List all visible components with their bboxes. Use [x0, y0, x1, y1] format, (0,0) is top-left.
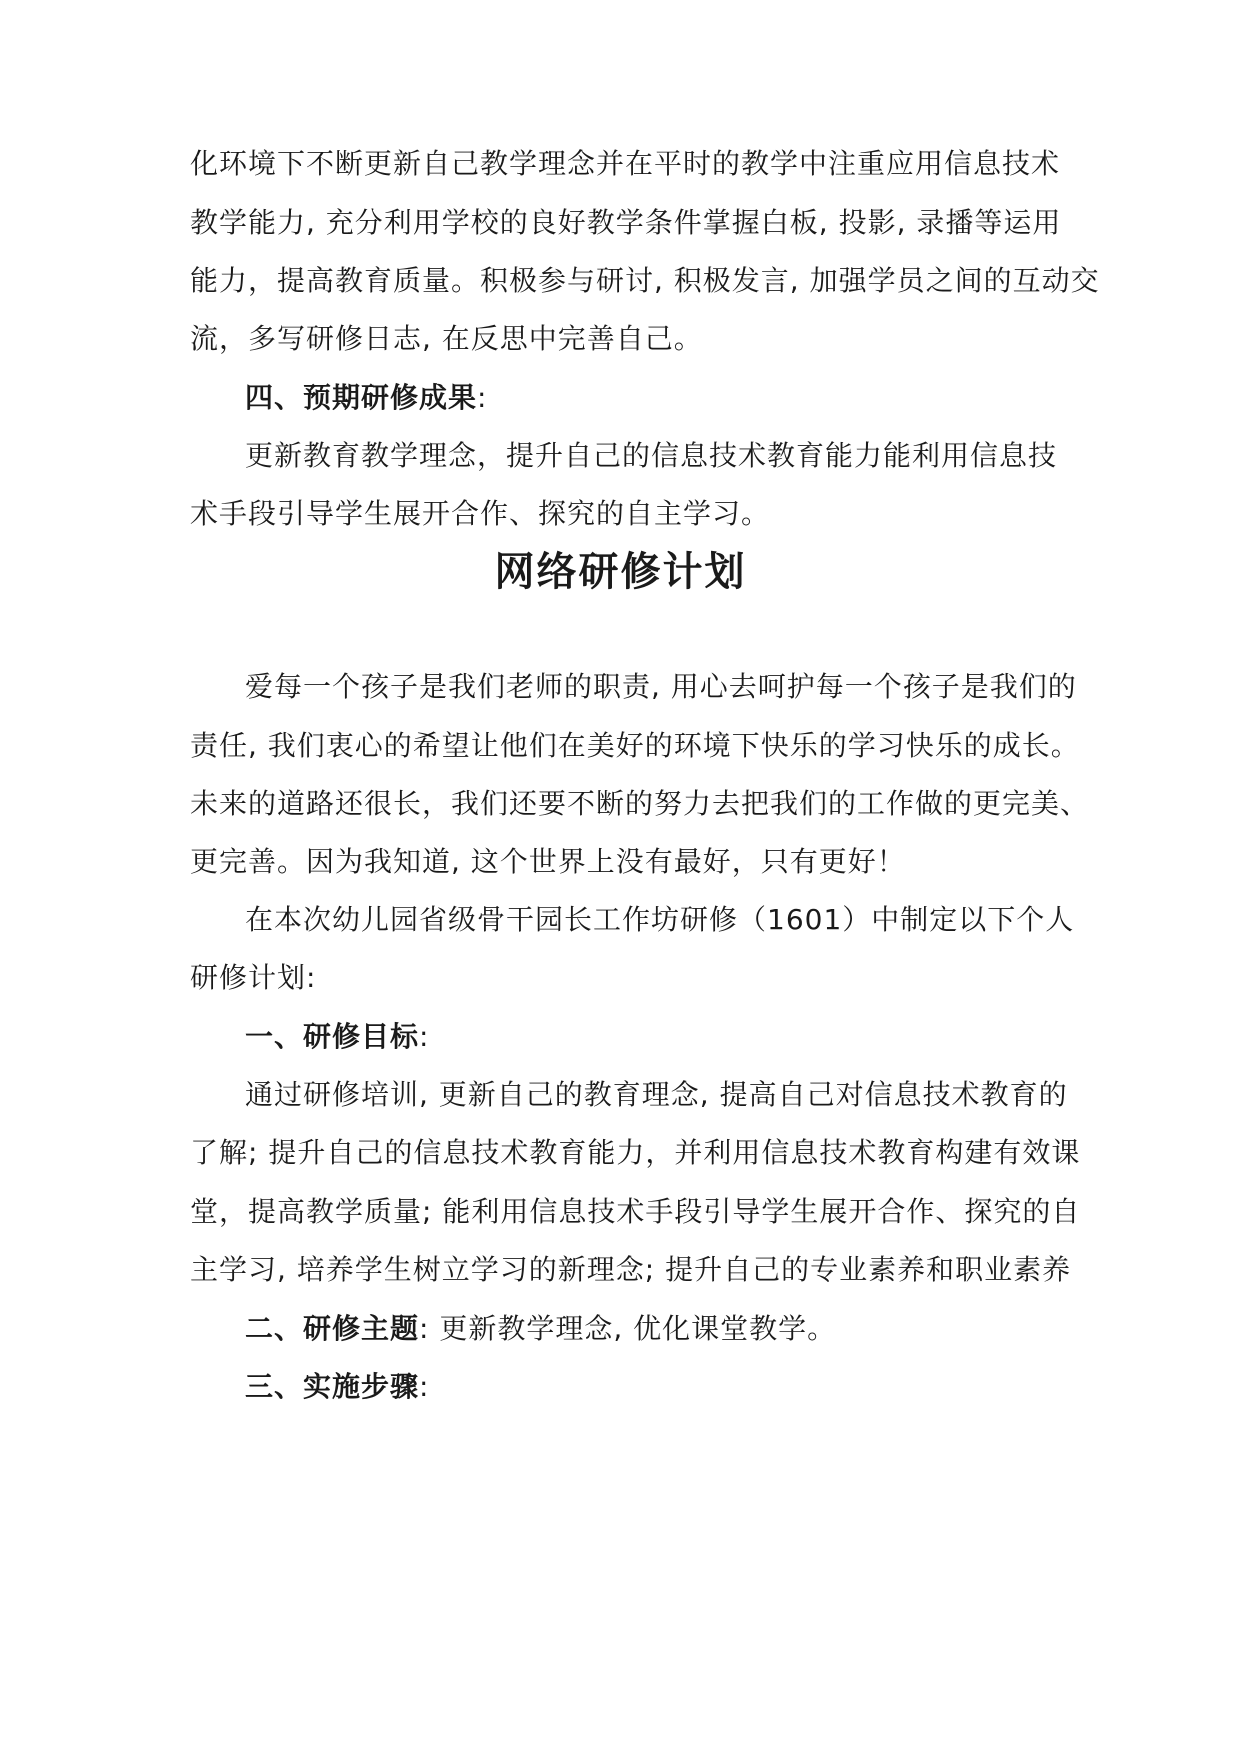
paragraph-line: 爱每一个孩子是我们老师的职责, 用心去呵护每一个孩子是我们的 [245, 670, 1077, 703]
section-heading-steps [245, 1367, 429, 1407]
heading-text: : 更新教学理念, 优化课堂教学。 [419, 1312, 837, 1345]
paragraph-line: 责任, 我们衷心的希望让他们在美好的环境下快乐的学习快乐的成长。 [190, 729, 1080, 762]
paragraph-line: 化环境下不断更新自己教学理念并在平时的教学中注重应用信息技术 [190, 147, 1061, 180]
heading-label: 二、研修主题 [245, 1312, 420, 1345]
section-heading-theme [245, 1309, 836, 1349]
document-title: 网络研修计划 [494, 549, 747, 595]
heading-colon: : [419, 1370, 430, 1403]
heading-colon: : [419, 1020, 430, 1053]
heading-label: 一、研修目标 [245, 1020, 420, 1053]
paragraph-line: 研修计划: [190, 961, 317, 994]
paragraph-line: 了解; 提升自己的信息技术教育能力，并利用信息技术教育构建有效课 [190, 1136, 1081, 1169]
paragraph-line: 更新教育教学理念，提升自己的信息技术教育能力能利用信息技 [245, 439, 1058, 472]
paragraph-line: 术手段引导学生展开合作、探究的自主学习。 [190, 497, 771, 530]
paragraph-line: 通过研修培训, 更新自己的教育理念, 提高自己对信息技术教育的 [245, 1078, 1068, 1111]
paragraph-line: 更完善。因为我知道, 这个世界上没有最好，只有更好！ [190, 845, 906, 878]
section-heading-goals [245, 1017, 429, 1057]
paragraph-line: 流，多写研修日志, 在反思中完善自己。 [190, 322, 703, 355]
section-heading-expected-results [245, 378, 487, 418]
paragraph-line: 在本次幼儿园省级骨干园长工作坊研修（1601）中制定以下个人 [245, 903, 1075, 936]
paragraph-line: 主学习, 培养学生树立学习的新理念; 提升自己的专业素养和职业素养 [190, 1253, 1072, 1286]
heading-label: 四、预期研修成果 [245, 381, 478, 414]
heading-label: 三、实施步骤 [245, 1370, 420, 1403]
paragraph-line: 教学能力, 充分利用学校的良好教学条件掌握白板, 投影, 录播等运用 [190, 206, 1062, 239]
paragraph-line: 未来的道路还很长，我们还要不断的努力去把我们的工作做的更完美、 [190, 787, 1090, 820]
paragraph-line: 能力，提高教育质量。积极参与研讨, 积极发言, 加强学员之间的互动交 [190, 264, 1100, 297]
paragraph-line: 堂，提高教学质量; 能利用信息技术手段引导学生展开合作、探究的自 [190, 1195, 1081, 1228]
heading-colon: : [477, 381, 488, 414]
